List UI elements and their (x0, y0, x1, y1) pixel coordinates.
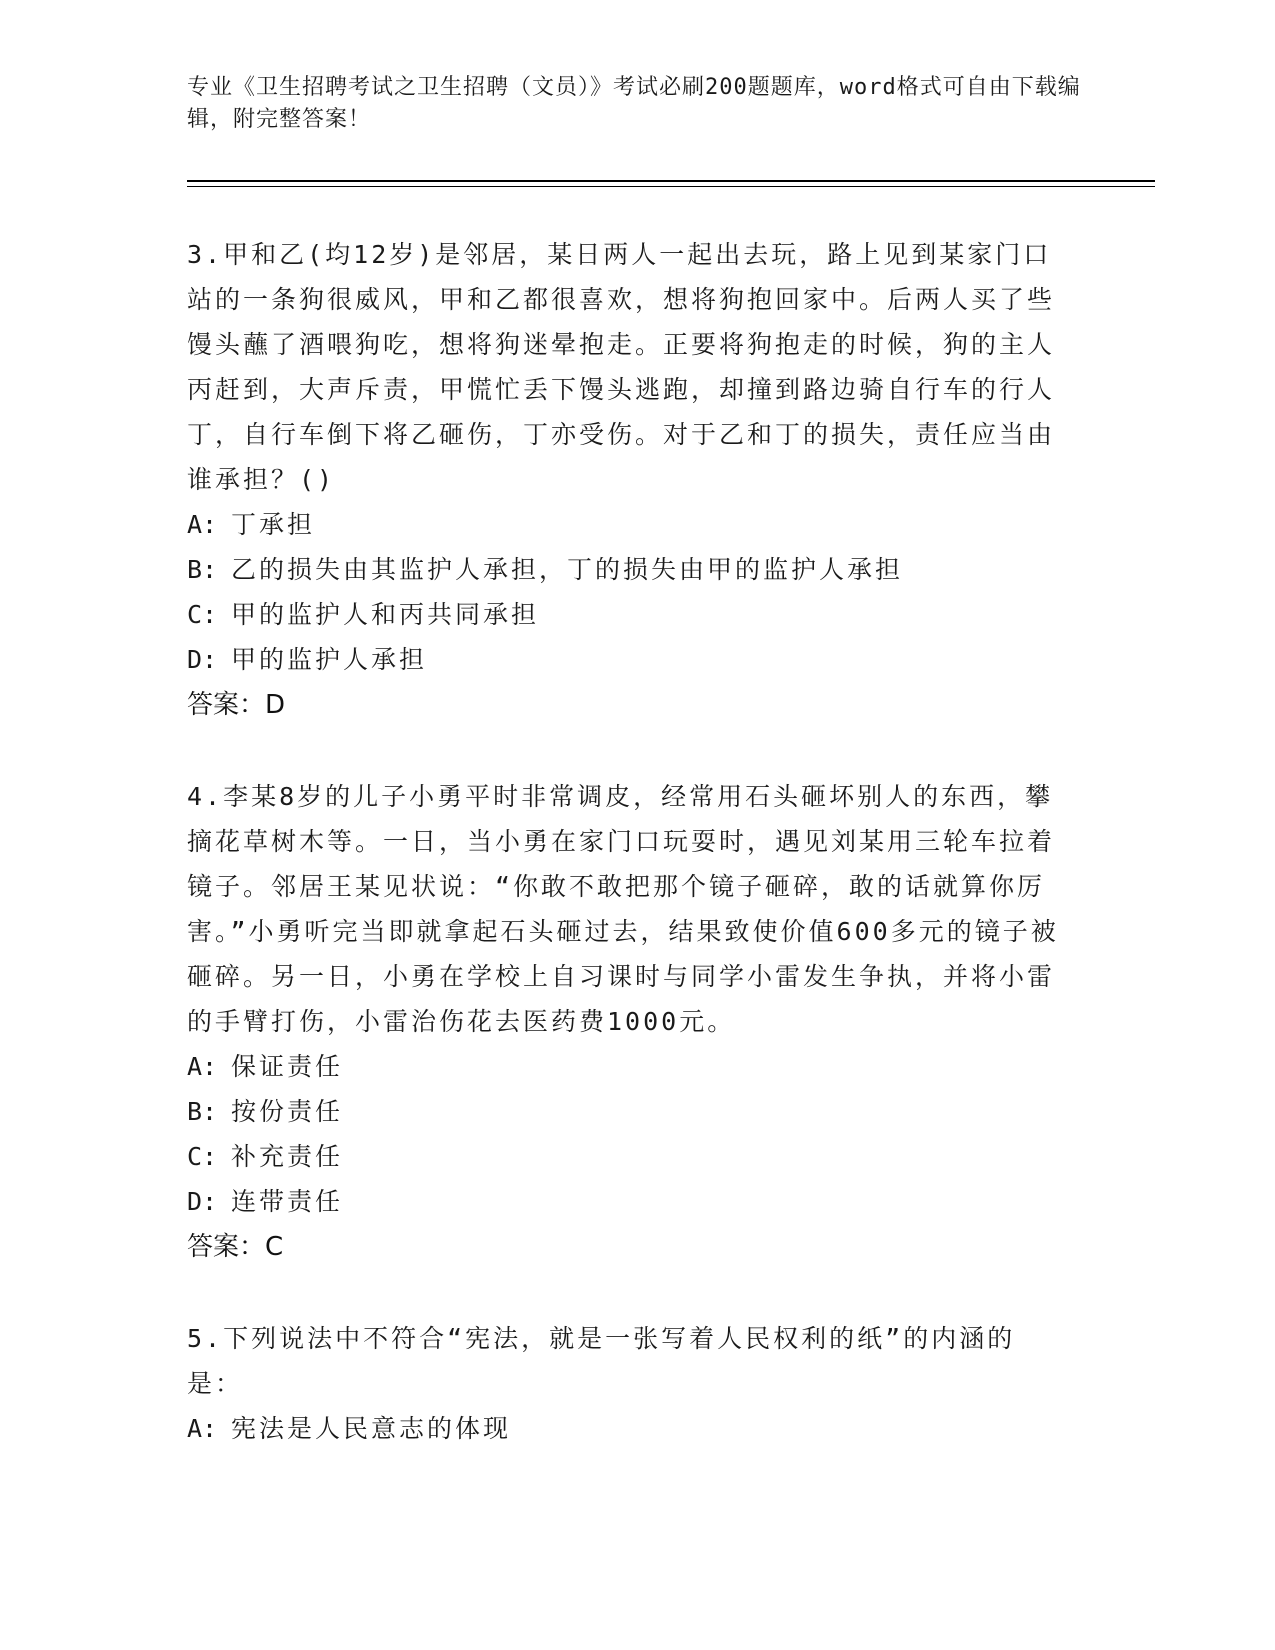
option-key: C: (187, 600, 218, 629)
option-d (187, 637, 1067, 682)
question-list (187, 232, 1067, 1497)
option-text: 甲的监护人和丙共同承担 (231, 600, 540, 629)
document-header: 专业《卫生招聘考试之卫生招聘（文员）》考试必刷200题题库，word格式可自由下载编辑，附完整答案！ (187, 75, 1081, 132)
question-stem: 5.下列说法中不符合“宪法，就是一张写着人民权利的纸”的内涵的是： (187, 1324, 1016, 1398)
option-b (187, 1089, 1067, 1134)
header-divider-thick (187, 180, 1155, 182)
question-4 (187, 774, 1067, 1270)
answer-label: 答案：C (187, 1232, 284, 1262)
answer-label: 答案：D (187, 690, 286, 720)
question-stem: 3.甲和乙(均12岁)是邻居，某日两人一起出去玩，路上见到某家门口站的一条狗很威风，甲和乙都很喜欢，想将狗抱回家中。后两人买了些馒头蘸了酒喂狗吃，想将狗迷晕抱走。正要将狗抱走的时候，狗的主人丙赶到，大声斥责，甲慌忙丢下馒头逃跑，却撞到路边骑自行车的行人丁，自行车倒下将乙砸伤，丁亦受伤。对于乙和丁的损失，责任应当由谁承担？() (187, 240, 1056, 494)
option-c (187, 1134, 1067, 1179)
header-divider-thin (187, 186, 1155, 187)
question-stem: 4.李某8岁的儿子小勇平时非常调皮，经常用石头砸坏别人的东西，攀摘花草树木等。一日，当小勇在家门口玩耍时，遇见刘某用三轮车拉着镜子。邻居王某见状说：“你敢不敢把那个镜子砸碎，敢的话就算你厉害。”小勇听完当即就拿起石头砸过去，结果致使价值600多元的镜子被砸碎。另一日，小勇在学校上自习课时与同学小雷发生争执，并将小雷的手臂打伤，小雷治伤花去医药费1000元。 (187, 782, 1059, 1036)
option-text: 乙的损失由其监护人承担，丁的损失由甲的监护人承担 (231, 555, 904, 584)
option-c (187, 592, 1067, 637)
option-a (187, 502, 1067, 547)
option-key: A: (187, 510, 218, 539)
option-text: 甲的监护人承担 (231, 645, 428, 674)
option-d (187, 1179, 1067, 1224)
option-text: 补充责任 (231, 1142, 344, 1171)
question-3 (187, 232, 1067, 728)
option-a (187, 1044, 1067, 1089)
option-key: B: (187, 555, 218, 584)
option-text: 保证责任 (231, 1052, 344, 1081)
option-key: A: (187, 1052, 218, 1081)
option-text: 宪法是人民意志的体现 (231, 1414, 512, 1443)
option-text: 丁承担 (231, 510, 316, 539)
question-5 (187, 1316, 1067, 1451)
option-key: D: (187, 645, 218, 674)
option-b (187, 547, 1067, 592)
option-text: 连带责任 (231, 1187, 344, 1216)
option-text: 按份责任 (231, 1097, 344, 1126)
option-key: A: (187, 1414, 218, 1443)
option-a (187, 1406, 1067, 1451)
option-key: D: (187, 1187, 218, 1216)
option-key: B: (187, 1097, 218, 1126)
option-key: C: (187, 1142, 218, 1171)
